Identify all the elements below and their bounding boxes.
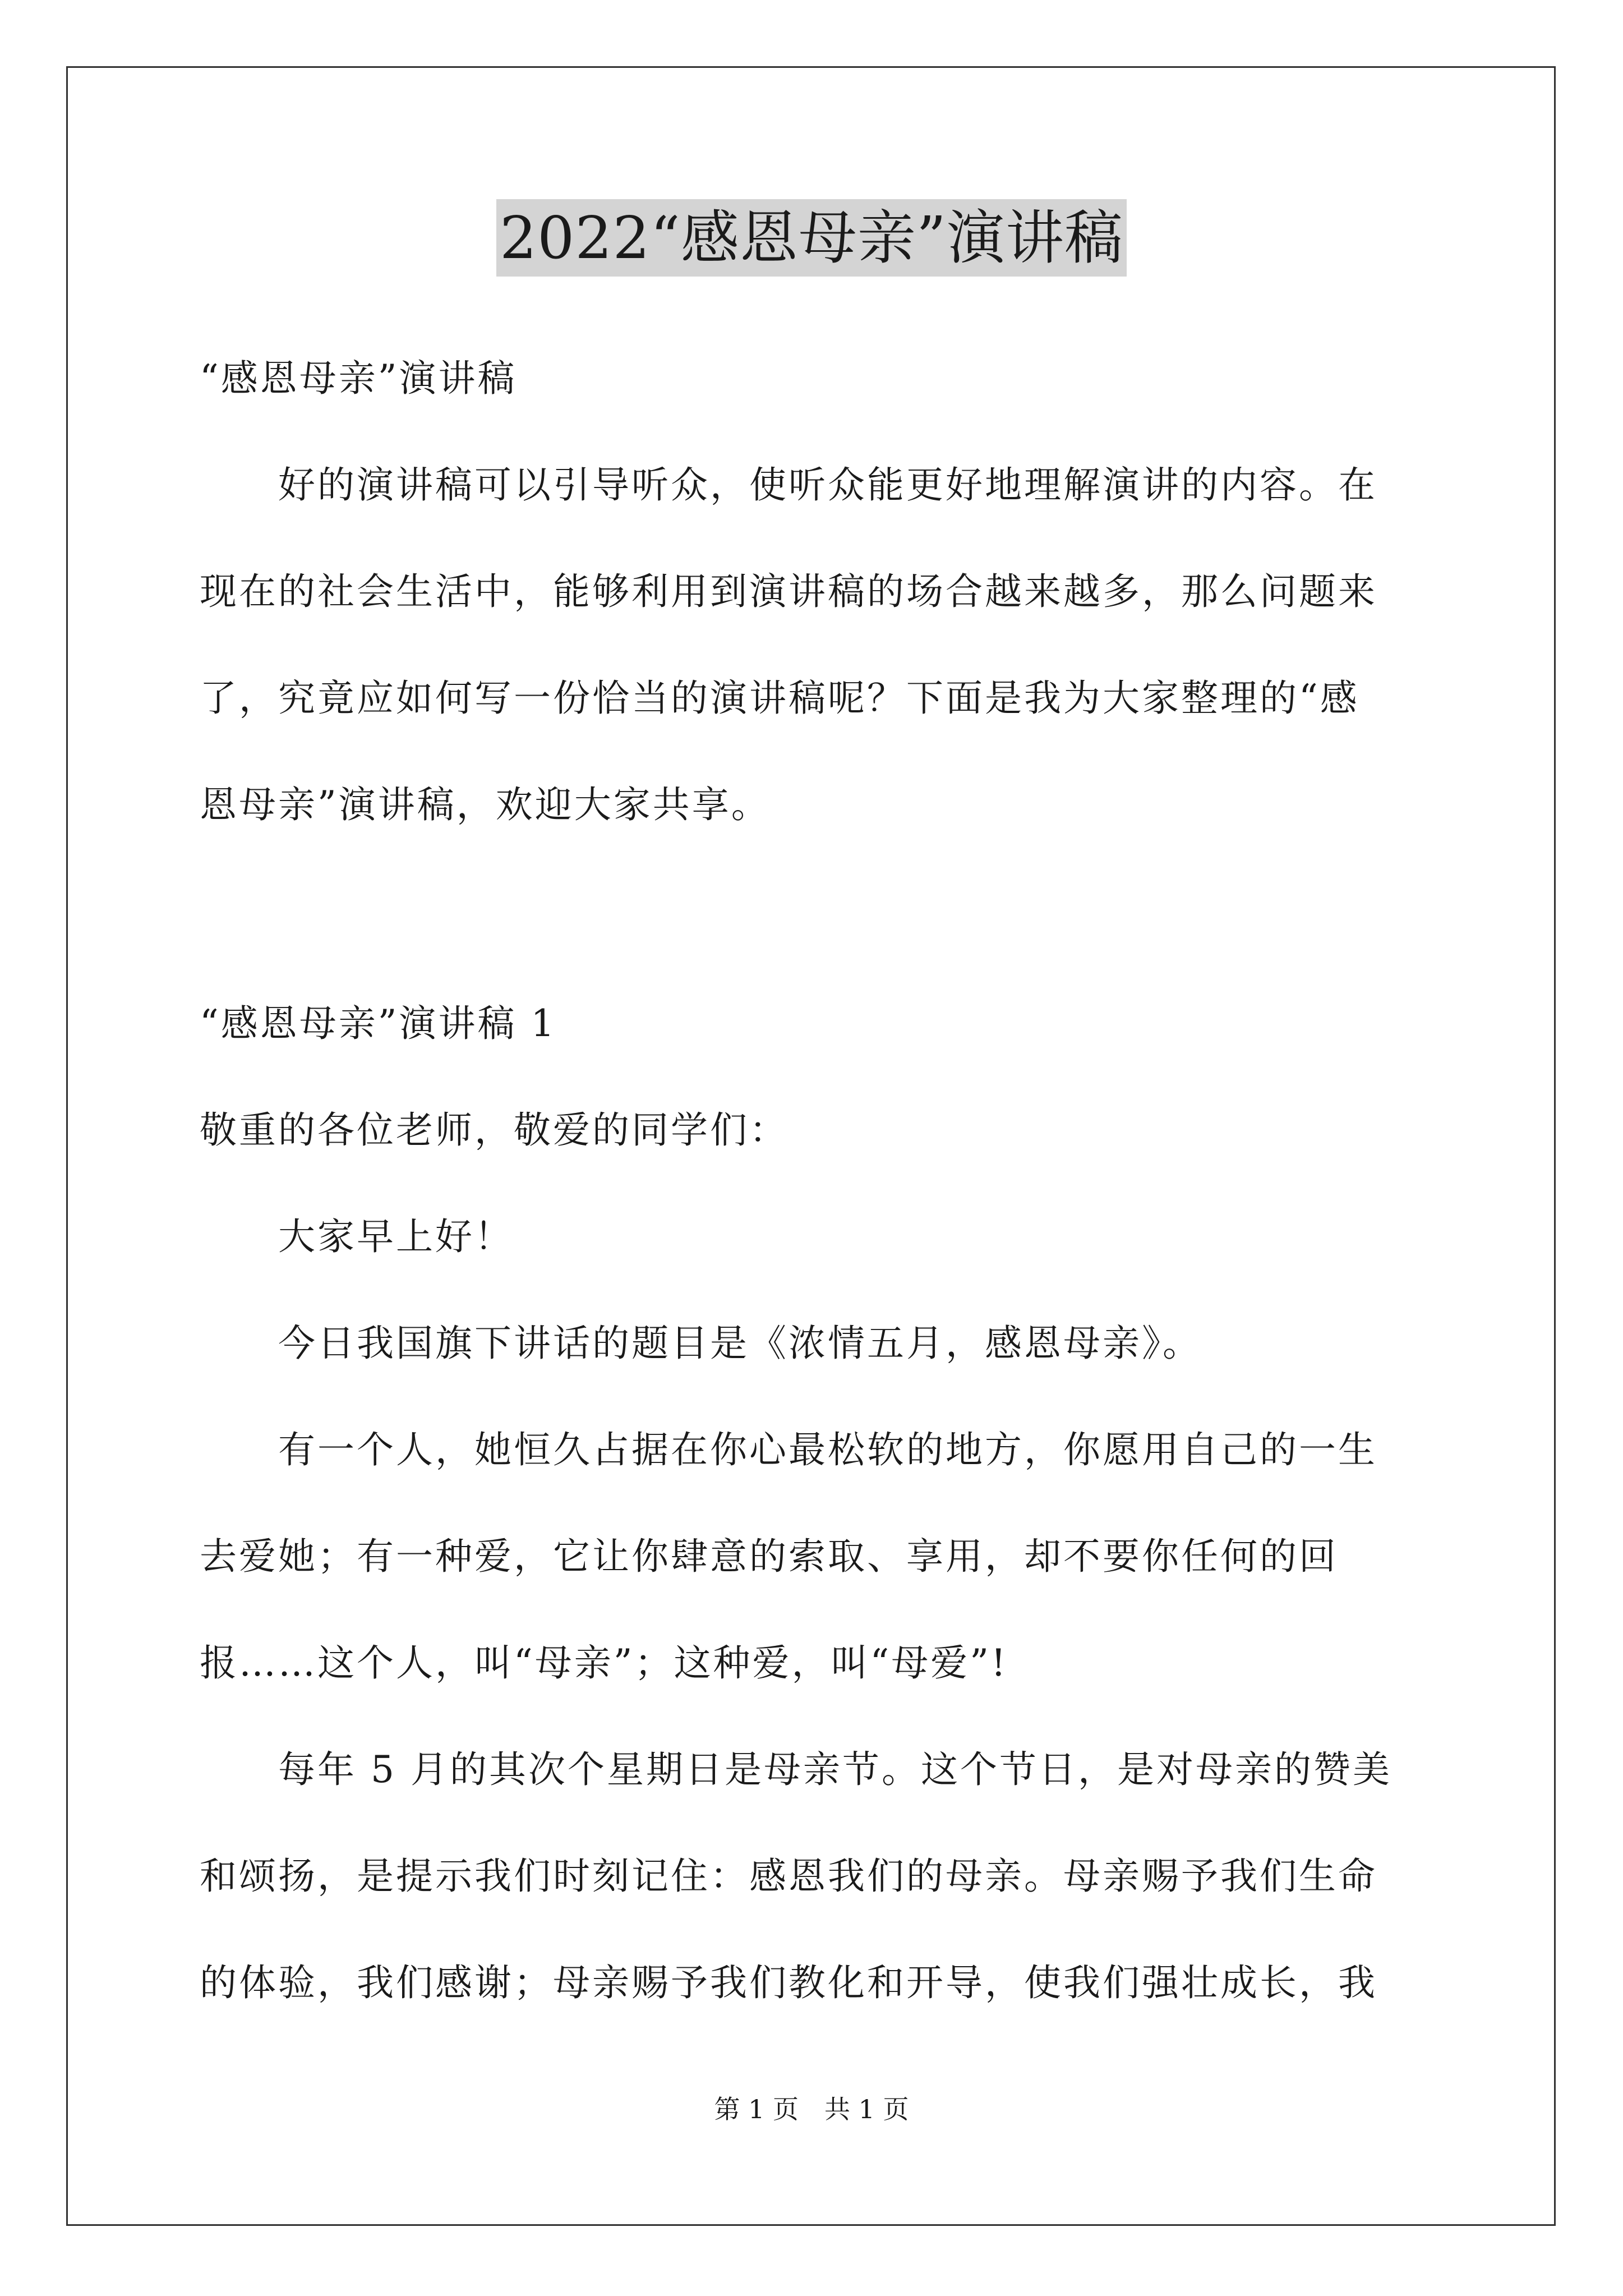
paragraph-line: 报……这个人，叫“母亲”；这种爱，叫“母爱”!	[200, 1641, 1008, 1685]
paragraph-line: 恩母亲”演讲稿，欢迎大家共享。	[200, 783, 771, 826]
document-body	[200, 325, 1433, 432]
paragraph-line: 好的演讲稿可以引导听众，使听众能更好地理解演讲的内容。在	[200, 463, 1377, 507]
paragraph-line: 和颂扬，是提示我们时刻记住：感恩我们的母亲。母亲赐予我们生命	[200, 1855, 1377, 1898]
section-heading: “感恩母亲”演讲稿 1	[200, 1002, 557, 1045]
title-container	[0, 199, 1623, 277]
section-heading: “感恩母亲”演讲稿	[200, 357, 517, 400]
paragraph-line: 每年 5 月的其次个星期日是母亲节。这个节日，是对母亲的赞美	[200, 1748, 1392, 1791]
paragraph-line: 今日我国旗下讲话的题目是《浓情五月，感恩母亲》。	[200, 1322, 1202, 1365]
page-footer: 第 1 页 共 1 页	[714, 2094, 909, 2124]
paragraph-line: 了，究竟应如何写一份恰当的演讲稿呢？下面是我为大家整理的“感	[200, 677, 1359, 720]
paragraph-line: 现在的社会生活中，能够利用到演讲稿的场合越来越多，那么问题来	[200, 570, 1377, 613]
document-title: 2022“感恩母亲”演讲稿	[496, 199, 1127, 277]
paragraph-line: 有一个人，她恒久占据在你心最松软的地方，你愿用自己的一生	[200, 1428, 1377, 1471]
intro-paragraph	[200, 432, 1433, 858]
paragraph-line: 去爱她；有一种爱，它让你肆意的索取、享用，却不要你任何的回	[200, 1535, 1338, 1578]
paragraph-line: 的体验，我们感谢；母亲赐予我们教化和开导，使我们强壮成长，我	[200, 1961, 1377, 2004]
paragraph-line: 大家早上好！	[200, 1215, 514, 1258]
speech-section	[200, 970, 1433, 2036]
greeting-line: 敬重的各位老师，敬爱的同学们：	[200, 1108, 789, 1152]
